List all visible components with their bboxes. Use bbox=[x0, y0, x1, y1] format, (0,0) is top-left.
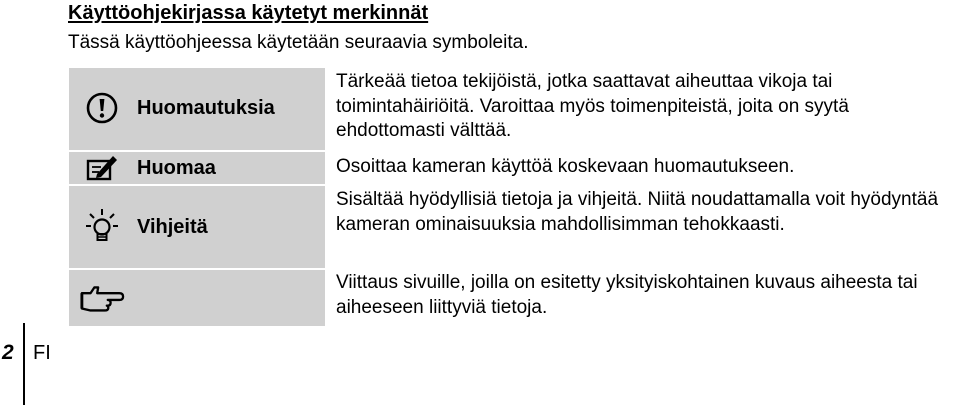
symbol-description-cautions: Tärkeää tietoa tekijöistä, jotka saattavat aiheuttaa vikoja tai toimintahäiriöitä. Varoittaa myös toimenpiteistä, joita on syytä ehdottomasti välttää. bbox=[336, 71, 849, 141]
symbol-description-reference: Viittaus sivuille, joilla on esitetty yksityiskohtainen kuvaus aiheesta tai aiheeseen liittyviä tietoja. bbox=[336, 272, 918, 318]
symbol-cell-reference bbox=[69, 270, 325, 326]
symbol-cell-cautions bbox=[69, 68, 325, 150]
language-code: FI bbox=[33, 342, 51, 364]
symbol-cell-tips bbox=[69, 186, 325, 268]
intro-text: Tässä käyttöohjeessa käytetään seuraavia symboleita. bbox=[68, 32, 529, 53]
pencil-note-icon bbox=[79, 148, 125, 188]
footer-divider bbox=[23, 323, 25, 405]
symbol-label-notes: Huomaa bbox=[137, 157, 216, 179]
section-heading: Käyttöohjekirjassa käytetyt merkinnät bbox=[68, 2, 429, 24]
symbol-description-tips: Sisältää hyödyllisiä tietoja ja vihjeitä. Niitä noudattamalla voit hyödyntää kameran ominaisuuksia mahdollisimman tehokkaasti. bbox=[336, 189, 939, 235]
page-number: 2 bbox=[2, 341, 14, 364]
pointing-hand-icon bbox=[79, 278, 125, 318]
symbol-label-tips: Vihjeitä bbox=[137, 216, 208, 238]
exclamation-circle-icon bbox=[79, 88, 125, 128]
symbol-cell-notes bbox=[69, 152, 325, 184]
symbol-description-notes: Osoittaa kameran käyttöä koskevaan huomautukseen. bbox=[336, 156, 795, 177]
light-bulb-icon bbox=[79, 206, 125, 246]
symbol-label-cautions: Huomautuksia bbox=[137, 97, 275, 119]
